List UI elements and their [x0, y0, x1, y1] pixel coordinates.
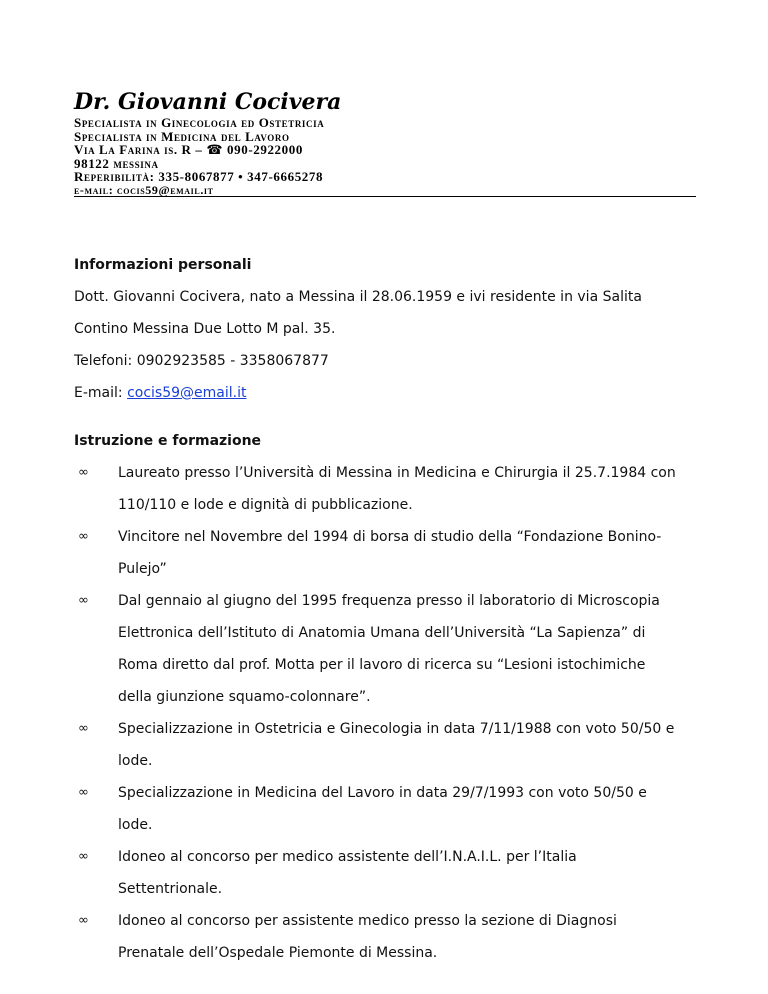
phone-numbers: Telefoni: 0902923585 - 3358067877: [74, 353, 329, 369]
list-item: [74, 777, 714, 841]
list-item-line: Prenatale dell’Ospedale Piemonte di Messina.: [118, 945, 438, 961]
infinity-bullet-icon: ∞: [78, 529, 89, 544]
email-row: [74, 377, 714, 409]
list-item-line: Dal gennaio al giugno del 1995 frequenza presso il laboratorio di Microscopia: [118, 593, 660, 609]
specialty-line-2: Specialista in Medicina del Lavoro: [74, 128, 290, 144]
list-item-line: Elettronica dell’Istituto di Anatomia Umana dell’Università “La Sapienza” di: [118, 625, 646, 641]
list-item: [74, 713, 714, 777]
telephone-icon: ☎: [206, 142, 224, 157]
personal-info-section: [74, 249, 714, 409]
list-item: [74, 521, 714, 585]
address-line: [74, 143, 696, 157]
education-title: Istruzione e formazione: [74, 433, 262, 449]
doctor-name: Dr. Giovanni Cocivera: [74, 89, 342, 115]
list-item-line: Settentrionale.: [118, 881, 223, 897]
list-item: [74, 585, 714, 713]
list-item-line: lode.: [118, 817, 153, 833]
infinity-bullet-icon: ∞: [78, 593, 89, 608]
personal-info-line-1: Dott. Giovanni Cocivera, nato a Messina il 28.06.1959 e ivi residente in via Salita: [74, 289, 642, 305]
infinity-bullet-icon: ∞: [78, 721, 89, 736]
infinity-bullet-icon: ∞: [78, 465, 89, 480]
email-link[interactable]: cocis59@email.it: [127, 385, 247, 401]
personal-info-line-2: Contino Messina Due Lotto M pal. 35.: [74, 321, 336, 337]
infinity-bullet-icon: ∞: [78, 913, 89, 928]
list-item-line: Vincitore nel Novembre del 1994 di borsa di studio della “Fondazione Bonino-: [118, 529, 662, 545]
list-item: [74, 905, 714, 969]
list-item-line: Idoneo al concorso per medico assistente dell’I.N.A.I.L. per l’Italia: [118, 849, 577, 865]
city-line: 98122 messina: [74, 155, 159, 171]
letterhead: [74, 88, 696, 197]
personal-info-title: Informazioni personali: [74, 257, 252, 273]
email-label: E-mail:: [74, 385, 128, 401]
address-text: Via La Farina is. R –: [74, 142, 203, 157]
list-item-line: Pulejo”: [118, 561, 167, 577]
office-phone: 090-2922000: [227, 142, 303, 157]
letterhead-email: e-mail: cocis59@email.it: [74, 182, 214, 197]
infinity-bullet-icon: ∞: [78, 849, 89, 864]
header-divider: [74, 196, 696, 197]
list-item-line: Laureato presso l’Università di Messina in Medicina e Chirurgia il 25.7.1984 con: [118, 465, 676, 481]
education-section: [74, 425, 714, 969]
list-item-line: Specializzazione in Ostetricia e Ginecologia in data 7/11/1988 con voto 50/50 e: [118, 721, 675, 737]
education-list: [74, 457, 714, 969]
list-item: [74, 457, 714, 521]
list-item-line: della giunzione squamo-colonnare”.: [118, 689, 371, 705]
infinity-bullet-icon: ∞: [78, 785, 89, 800]
list-item-line: 110/110 e lode e dignità di pubblicazione.: [118, 497, 413, 513]
availability-line: Reperibilità: 335-8067877 • 347-6665278: [74, 169, 324, 184]
list-item-line: lode.: [118, 753, 153, 769]
list-item-line: Roma diretto dal prof. Motta per il lavoro di ricerca su “Lesioni istochimiche: [118, 657, 646, 673]
list-item-line: Idoneo al concorso per assistente medico presso la sezione di Diagnosi: [118, 913, 617, 929]
list-item-line: Specializzazione in Medicina del Lavoro in data 29/7/1993 con voto 50/50 e: [118, 785, 647, 801]
list-item: [74, 841, 714, 905]
specialty-line-1: Specialista in Ginecologia ed Ostetricia: [74, 115, 325, 130]
